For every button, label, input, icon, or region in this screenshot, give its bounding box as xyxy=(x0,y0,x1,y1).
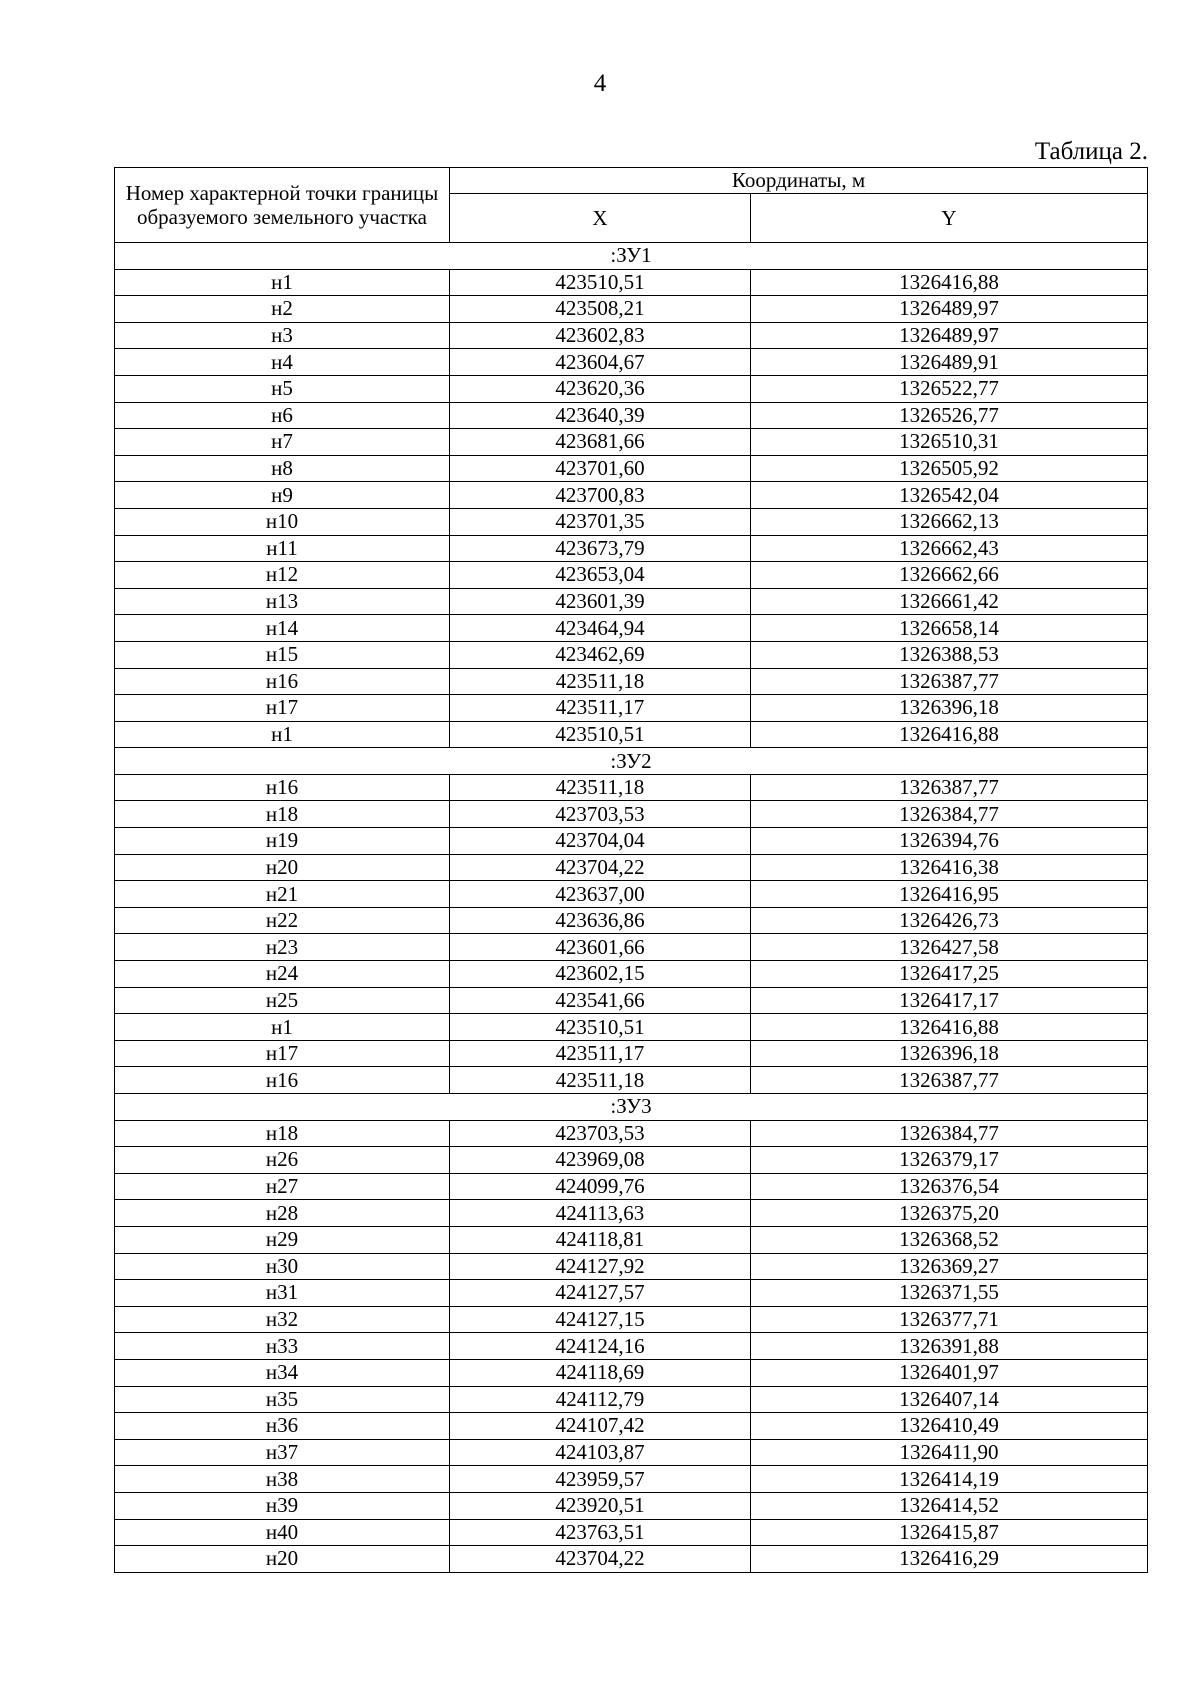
point-number-cell: н29 xyxy=(115,1226,450,1253)
section-row xyxy=(115,1094,1148,1121)
y-coordinate-cell: 1326384,77 xyxy=(751,1120,1148,1147)
y-coordinate-cell: 1326416,88 xyxy=(751,1014,1148,1041)
point-number-cell: н39 xyxy=(115,1492,450,1519)
x-coordinate-cell: 423464,94 xyxy=(450,615,751,642)
point-number-cell: н7 xyxy=(115,429,450,456)
table-row xyxy=(115,1173,1148,1200)
y-coordinate-cell: 1326661,42 xyxy=(751,588,1148,615)
header-point-number: Номер характерной точки границы образуемого земельного участка xyxy=(115,168,450,243)
table-row xyxy=(115,721,1148,748)
table-row xyxy=(115,455,1148,482)
table-row xyxy=(115,269,1148,296)
y-coordinate-cell: 1326510,31 xyxy=(751,429,1148,456)
point-number-cell: н20 xyxy=(115,1546,450,1573)
x-coordinate-cell: 423601,39 xyxy=(450,588,751,615)
table-body xyxy=(115,243,1148,1573)
point-number-cell: н22 xyxy=(115,907,450,934)
table-row xyxy=(115,854,1148,881)
x-coordinate-cell: 423636,86 xyxy=(450,907,751,934)
x-coordinate-cell: 423541,66 xyxy=(450,987,751,1014)
x-coordinate-cell: 423763,51 xyxy=(450,1519,751,1546)
point-number-cell: н6 xyxy=(115,402,450,429)
x-coordinate-cell: 423511,18 xyxy=(450,1067,751,1094)
y-coordinate-cell: 1326401,97 xyxy=(751,1359,1148,1386)
y-coordinate-cell: 1326522,77 xyxy=(751,375,1148,402)
x-coordinate-cell: 423511,18 xyxy=(450,774,751,801)
y-coordinate-cell: 1326426,73 xyxy=(751,907,1148,934)
point-number-cell: н35 xyxy=(115,1386,450,1413)
table-row xyxy=(115,535,1148,562)
y-coordinate-cell: 1326489,91 xyxy=(751,349,1148,376)
point-number-cell: н31 xyxy=(115,1280,450,1307)
x-coordinate-cell: 424118,69 xyxy=(450,1359,751,1386)
table-row xyxy=(115,1386,1148,1413)
point-number-cell: н15 xyxy=(115,641,450,668)
point-number-cell: н18 xyxy=(115,801,450,828)
point-number-cell: н27 xyxy=(115,1173,450,1200)
y-coordinate-cell: 1326387,77 xyxy=(751,774,1148,801)
point-number-cell: н2 xyxy=(115,296,450,323)
point-number-cell: н8 xyxy=(115,455,450,482)
table-row xyxy=(115,562,1148,589)
page-number: 4 xyxy=(593,70,607,97)
table-row xyxy=(115,375,1148,402)
table-row xyxy=(115,1519,1148,1546)
table-row xyxy=(115,1280,1148,1307)
point-number-cell: н1 xyxy=(115,721,450,748)
table-row xyxy=(115,774,1148,801)
point-number-cell: н24 xyxy=(115,961,450,988)
x-coordinate-cell: 423920,51 xyxy=(450,1492,751,1519)
table-row xyxy=(115,828,1148,855)
x-coordinate-cell: 423637,00 xyxy=(450,881,751,908)
table-row xyxy=(115,1226,1148,1253)
point-number-cell: н21 xyxy=(115,881,450,908)
y-coordinate-cell: 1326417,17 xyxy=(751,987,1148,1014)
point-number-cell: н34 xyxy=(115,1359,450,1386)
header-x: X xyxy=(450,194,751,243)
table-row xyxy=(115,668,1148,695)
table-row xyxy=(115,1200,1148,1227)
x-coordinate-cell: 423601,66 xyxy=(450,934,751,961)
table-row xyxy=(115,801,1148,828)
section-title: :ЗУ2 xyxy=(115,748,1148,775)
point-number-cell: н36 xyxy=(115,1413,450,1440)
y-coordinate-cell: 1326658,14 xyxy=(751,615,1148,642)
x-coordinate-cell: 423602,83 xyxy=(450,322,751,349)
x-coordinate-cell: 423510,51 xyxy=(450,269,751,296)
x-coordinate-cell: 423681,66 xyxy=(450,429,751,456)
x-coordinate-cell: 423700,83 xyxy=(450,482,751,509)
point-number-cell: н11 xyxy=(115,535,450,562)
y-coordinate-cell: 1326416,95 xyxy=(751,881,1148,908)
point-number-cell: н28 xyxy=(115,1200,450,1227)
x-coordinate-cell: 423462,69 xyxy=(450,641,751,668)
table-header xyxy=(115,168,1148,243)
table-row xyxy=(115,349,1148,376)
x-coordinate-cell: 423701,35 xyxy=(450,508,751,535)
point-number-cell: н23 xyxy=(115,934,450,961)
table-row xyxy=(115,615,1148,642)
y-coordinate-cell: 1326387,77 xyxy=(751,1067,1148,1094)
y-coordinate-cell: 1326542,04 xyxy=(751,482,1148,509)
x-coordinate-cell: 424099,76 xyxy=(450,1173,751,1200)
table-row xyxy=(115,482,1148,509)
point-number-cell: н17 xyxy=(115,1040,450,1067)
y-coordinate-cell: 1326394,76 xyxy=(751,828,1148,855)
point-number-cell: н16 xyxy=(115,1067,450,1094)
table-row xyxy=(115,961,1148,988)
y-coordinate-cell: 1326414,19 xyxy=(751,1466,1148,1493)
x-coordinate-cell: 423673,79 xyxy=(450,535,751,562)
y-coordinate-cell: 1326489,97 xyxy=(751,322,1148,349)
section-title: :ЗУ1 xyxy=(115,243,1148,270)
point-number-cell: н13 xyxy=(115,588,450,615)
section-row xyxy=(115,243,1148,270)
point-number-cell: н16 xyxy=(115,774,450,801)
point-number-cell: н19 xyxy=(115,828,450,855)
x-coordinate-cell: 423511,17 xyxy=(450,695,751,722)
point-number-cell: н9 xyxy=(115,482,450,509)
table-row xyxy=(115,1546,1148,1573)
x-coordinate-cell: 424124,16 xyxy=(450,1333,751,1360)
point-number-cell: н38 xyxy=(115,1466,450,1493)
point-number-cell: н16 xyxy=(115,668,450,695)
point-number-cell: н12 xyxy=(115,562,450,589)
x-coordinate-cell: 423620,36 xyxy=(450,375,751,402)
table-row xyxy=(115,934,1148,961)
table-row xyxy=(115,296,1148,323)
x-coordinate-cell: 424118,81 xyxy=(450,1226,751,1253)
x-coordinate-cell: 423704,04 xyxy=(450,828,751,855)
point-number-cell: н4 xyxy=(115,349,450,376)
y-coordinate-cell: 1326416,29 xyxy=(751,1546,1148,1573)
table-row xyxy=(115,987,1148,1014)
table-row xyxy=(115,1306,1148,1333)
y-coordinate-cell: 1326505,92 xyxy=(751,455,1148,482)
table-row xyxy=(115,695,1148,722)
table-row xyxy=(115,588,1148,615)
table-row xyxy=(115,1014,1148,1041)
y-coordinate-cell: 1326411,90 xyxy=(751,1439,1148,1466)
y-coordinate-cell: 1326407,14 xyxy=(751,1386,1148,1413)
table-row xyxy=(115,1359,1148,1386)
y-coordinate-cell: 1326396,18 xyxy=(751,1040,1148,1067)
section-title: :ЗУ3 xyxy=(115,1094,1148,1121)
table-caption: Таблица 2. xyxy=(1034,138,1148,165)
y-coordinate-cell: 1326384,77 xyxy=(751,801,1148,828)
y-coordinate-cell: 1326415,87 xyxy=(751,1519,1148,1546)
y-coordinate-cell: 1326379,17 xyxy=(751,1147,1148,1174)
y-coordinate-cell: 1326387,77 xyxy=(751,668,1148,695)
x-coordinate-cell: 423511,17 xyxy=(450,1040,751,1067)
x-coordinate-cell: 424103,87 xyxy=(450,1439,751,1466)
point-number-cell: н1 xyxy=(115,1014,450,1041)
y-coordinate-cell: 1326416,88 xyxy=(751,721,1148,748)
point-number-cell: н1 xyxy=(115,269,450,296)
x-coordinate-cell: 423604,67 xyxy=(450,349,751,376)
table-row xyxy=(115,508,1148,535)
x-coordinate-cell: 423703,53 xyxy=(450,1120,751,1147)
point-number-cell: н18 xyxy=(115,1120,450,1147)
x-coordinate-cell: 423704,22 xyxy=(450,854,751,881)
x-coordinate-cell: 424113,63 xyxy=(450,1200,751,1227)
x-coordinate-cell: 423602,15 xyxy=(450,961,751,988)
y-coordinate-cell: 1326388,53 xyxy=(751,641,1148,668)
point-number-cell: н10 xyxy=(115,508,450,535)
y-coordinate-cell: 1326410,49 xyxy=(751,1413,1148,1440)
y-coordinate-cell: 1326414,52 xyxy=(751,1492,1148,1519)
x-coordinate-cell: 424127,92 xyxy=(450,1253,751,1280)
table-row xyxy=(115,1067,1148,1094)
y-coordinate-cell: 1326375,20 xyxy=(751,1200,1148,1227)
table-row xyxy=(115,1147,1148,1174)
y-coordinate-cell: 1326376,54 xyxy=(751,1173,1148,1200)
point-number-cell: н30 xyxy=(115,1253,450,1280)
y-coordinate-cell: 1326371,55 xyxy=(751,1280,1148,1307)
point-number-cell: н5 xyxy=(115,375,450,402)
section-row xyxy=(115,748,1148,775)
table-row xyxy=(115,1253,1148,1280)
x-coordinate-cell: 423969,08 xyxy=(450,1147,751,1174)
header-coordinates: Координаты, м xyxy=(450,168,1148,194)
point-number-cell: н25 xyxy=(115,987,450,1014)
point-number-cell: н17 xyxy=(115,695,450,722)
y-coordinate-cell: 1326662,66 xyxy=(751,562,1148,589)
y-coordinate-cell: 1326417,25 xyxy=(751,961,1148,988)
table-row xyxy=(115,641,1148,668)
table-row xyxy=(115,322,1148,349)
y-coordinate-cell: 1326416,38 xyxy=(751,854,1148,881)
y-coordinate-cell: 1326396,18 xyxy=(751,695,1148,722)
x-coordinate-cell: 423959,57 xyxy=(450,1466,751,1493)
y-coordinate-cell: 1326662,43 xyxy=(751,535,1148,562)
point-number-cell: н37 xyxy=(115,1439,450,1466)
table-row xyxy=(115,429,1148,456)
y-coordinate-cell: 1326526,77 xyxy=(751,402,1148,429)
x-coordinate-cell: 424112,79 xyxy=(450,1386,751,1413)
x-coordinate-cell: 423701,60 xyxy=(450,455,751,482)
point-number-cell: н26 xyxy=(115,1147,450,1174)
table-row xyxy=(115,1040,1148,1067)
x-coordinate-cell: 424107,42 xyxy=(450,1413,751,1440)
x-coordinate-cell: 423508,21 xyxy=(450,296,751,323)
y-coordinate-cell: 1326662,13 xyxy=(751,508,1148,535)
table-row xyxy=(115,907,1148,934)
y-coordinate-cell: 1326489,97 xyxy=(751,296,1148,323)
y-coordinate-cell: 1326427,58 xyxy=(751,934,1148,961)
x-coordinate-cell: 423511,18 xyxy=(450,668,751,695)
point-number-cell: н3 xyxy=(115,322,450,349)
x-coordinate-cell: 424127,15 xyxy=(450,1306,751,1333)
table-row xyxy=(115,402,1148,429)
x-coordinate-cell: 423703,53 xyxy=(450,801,751,828)
table-row xyxy=(115,1492,1148,1519)
point-number-cell: н33 xyxy=(115,1333,450,1360)
table-row xyxy=(115,1333,1148,1360)
table-row xyxy=(115,881,1148,908)
x-coordinate-cell: 423640,39 xyxy=(450,402,751,429)
y-coordinate-cell: 1326416,88 xyxy=(751,269,1148,296)
point-number-cell: н32 xyxy=(115,1306,450,1333)
x-coordinate-cell: 423653,04 xyxy=(450,562,751,589)
x-coordinate-cell: 423510,51 xyxy=(450,721,751,748)
point-number-cell: н14 xyxy=(115,615,450,642)
x-coordinate-cell: 424127,57 xyxy=(450,1280,751,1307)
point-number-cell: н40 xyxy=(115,1519,450,1546)
x-coordinate-cell: 423510,51 xyxy=(450,1014,751,1041)
y-coordinate-cell: 1326368,52 xyxy=(751,1226,1148,1253)
point-number-cell: н20 xyxy=(115,854,450,881)
y-coordinate-cell: 1326369,27 xyxy=(751,1253,1148,1280)
x-coordinate-cell: 423704,22 xyxy=(450,1546,751,1573)
table-row xyxy=(115,1413,1148,1440)
table-row xyxy=(115,1120,1148,1147)
y-coordinate-cell: 1326377,71 xyxy=(751,1306,1148,1333)
header-y: Y xyxy=(751,194,1148,243)
table-row xyxy=(115,1439,1148,1466)
y-coordinate-cell: 1326391,88 xyxy=(751,1333,1148,1360)
coordinates-table xyxy=(114,167,1148,1573)
table-row xyxy=(115,1466,1148,1493)
